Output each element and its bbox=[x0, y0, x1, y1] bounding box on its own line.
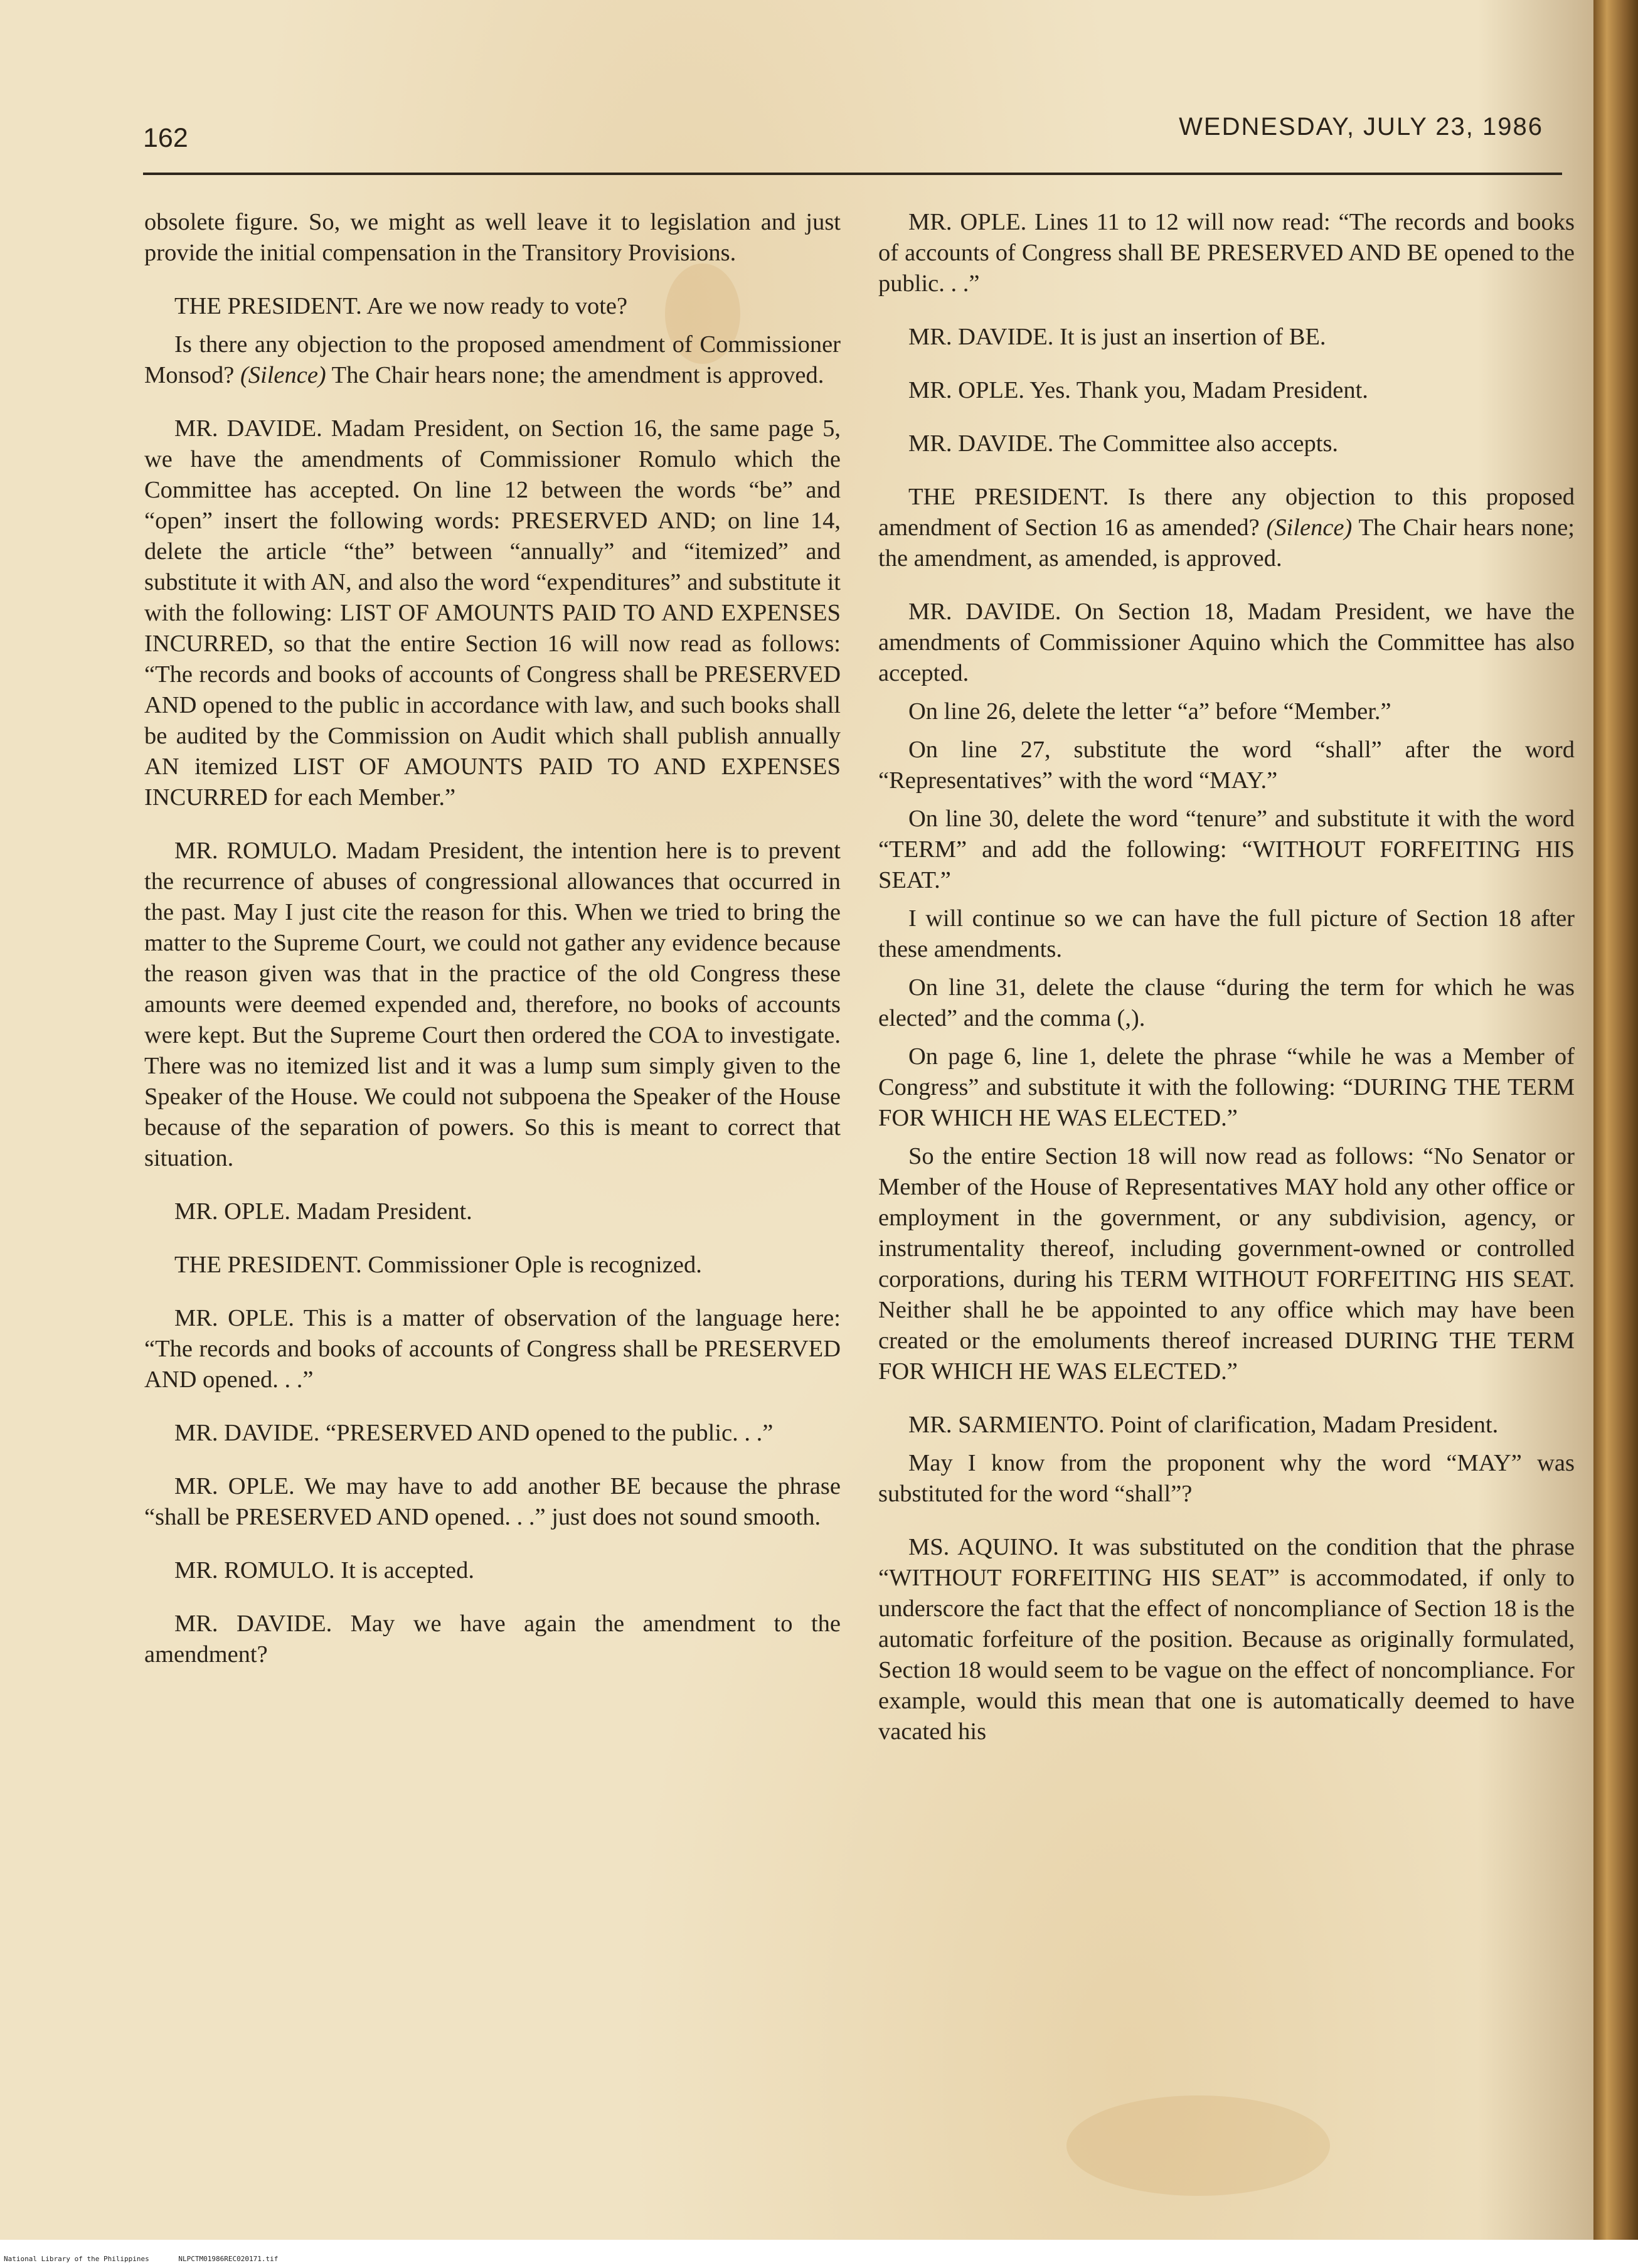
paragraph: MR. OPLE. This is a matter of observation of the language here: “The records and books of accounts of Congress shall be PRESERVED AND opened. . .” bbox=[144, 1305, 841, 1393]
paragraph: On line 27, substitute the word “shall” after the word “Representatives” with the word “MAY.” bbox=[878, 737, 1575, 794]
header-rule bbox=[143, 173, 1562, 175]
paragraph: On line 26, delete the letter “a” before “Member.” bbox=[908, 698, 1391, 725]
paragraph: THE PRESIDENT. Commissioner Ople is recognized. bbox=[174, 1252, 702, 1278]
paragraph: May I know from the proponent why the word “MAY” was substituted for the word “shall”? bbox=[878, 1450, 1575, 1507]
paragraph: MR. ROMULO. It is accepted. bbox=[174, 1557, 474, 1584]
paragraph: MR. ROMULO. Madam President, the intention here is to prevent the recurrence of abuses of congressional allowances that occurred in the past. May I just cite the reason for this. When we tried to bring the matter to the Supreme Court, we could not gather any evidence because the reason given was that in the practice of the old Congress these amounts were deemed expended and, therefore, no books of accounts were kept. But the Supreme Court then ordered the COA to investigate. There was no itemized list and it was a lump sum simply given to the Speaker of the House. We could not subpoena the Speaker of the House because of the separation of powers. So this is meant to correct that situation. bbox=[144, 838, 841, 1171]
page-number: 162 bbox=[143, 123, 188, 153]
paragraph: THE PRESIDENT. Are we now ready to vote? bbox=[174, 293, 628, 319]
paragraph: On line 30, delete the word “tenure” and substitute it with the word “TERM” and add the following: “WITHOUT FORFEITING HIS SEAT.” bbox=[878, 806, 1575, 893]
paragraph-text: THE PRESIDENT. Is there any objection to this proposed amendment of Section 16 as amended? bbox=[878, 484, 1575, 541]
stage-direction: (Silence) bbox=[240, 362, 326, 388]
paragraph: MR. OPLE. Yes. Thank you, Madam President. bbox=[908, 377, 1368, 403]
paragraph: MR. OPLE. We may have to add another BE because the phrase “shall be PRESERVED AND opened. . .” just does not sound smooth. bbox=[144, 1473, 841, 1530]
right-column bbox=[878, 207, 1575, 1755]
paragraph: MR. DAVIDE. It is just an insertion of BE. bbox=[908, 324, 1326, 350]
paragraph: obsolete figure. So, we might as well leave it to legislation and just provide the initial compensation in the Transitory Provisions. bbox=[144, 209, 841, 266]
paragraph: MR. OPLE. Lines 11 to 12 will now read: “The records and books of accounts of Congress shall BE PRESERVED AND BE opened to the public. . .” bbox=[878, 209, 1575, 297]
paragraph: MS. AQUINO. It was substituted on the condition that the phrase “WITHOUT FORFEITING HIS SEAT” is accommodated, if only to underscore the fact that the effect of noncompliance of Section 18 is the automatic forfeiture of the position. Because as originally formulated, Section 18 would seem to be vague on the effect of noncompliance. For example, would this mean that one is automatically deemed to have vacated his bbox=[878, 1534, 1575, 1745]
paragraph: On line 31, delete the clause “during the term for which he was elected” and the comma (,). bbox=[878, 974, 1575, 1031]
paragraph: MR. DAVIDE. May we have again the amendment to the amendment? bbox=[144, 1610, 841, 1668]
paragraph: MR. OPLE. Madam President. bbox=[174, 1198, 472, 1225]
scan-footer bbox=[4, 2255, 303, 2263]
paragraph: I will continue so we can have the full picture of Section 18 after these amendments. bbox=[878, 905, 1575, 962]
paragraph: On page 6, line 1, delete the phrase “while he was a Member of Congress” and substitute it with the following: “DURING THE TERM FOR WHICH HE WAS ELECTED.” bbox=[878, 1043, 1575, 1131]
paragraph-text: Is there any objection to the proposed amendment of Commissioner Monsod? bbox=[144, 331, 841, 388]
book-binding-edge bbox=[1593, 0, 1638, 2240]
footer-filename: NLPCTM01986REC020171.tif bbox=[178, 2255, 279, 2263]
scan-footer-strip bbox=[0, 2240, 1638, 2268]
paragraph: MR. DAVIDE. Madam President, on Section 16, the same page 5, we have the amendments of Commissioner Romulo which the Committee has accepted. On line 12 between the words “be” and “open” insert the following words: PRESERVED AND; on line 14, delete the article “the” between “annually” and “itemized” and substitute it with AN, and also the word “expenditures” and substitute it with the following: LIST OF AMOUNTS PAID TO AND EXPENSES INCURRED, so that the entire Section 16 will now read as follows: “The records and books of accounts of Congress shall be PRESERVED AND opened to the public in accordance with law, and such books shall be audited by the Commission on Audit which shall publish annually AN itemized LIST OF AMOUNTS PAID TO AND EXPENSES INCURRED for each Member.” bbox=[144, 415, 841, 811]
footer-library: National Library of the Philippines bbox=[4, 2255, 149, 2263]
paragraph: MR. DAVIDE. The Committee also accepts. bbox=[908, 430, 1339, 457]
header-date: WEDNESDAY, JULY 23, 1986 bbox=[1179, 113, 1543, 141]
paragraph: MR. DAVIDE. “PRESERVED AND opened to the public. . .” bbox=[174, 1420, 774, 1446]
paragraph-text: The Chair hears none; the amendment, as amended, is approved. bbox=[878, 514, 1575, 572]
stage-direction: (Silence) bbox=[1266, 514, 1353, 541]
paragraph: MR. SARMIENTO. Point of clarification, Madam President. bbox=[908, 1412, 1499, 1438]
paragraph-text: The Chair hears none; the amendment is approved. bbox=[326, 362, 824, 388]
paragraph bbox=[144, 329, 841, 391]
left-column bbox=[144, 207, 841, 1678]
paragraph: So the entire Section 18 will now read as follows: “No Senator or Member of the House of Representatives MAY hold any other office or employment in the government, or any subdivision, agency, or instrumentality thereof, including government-owned or controlled corporations, during his TERM WITHOUT FORFEITING HIS SEAT. Neither shall he be appointed to any office which may have been created or the emoluments thereof increased DURING THE TERM FOR WHICH HE WAS ELECTED.” bbox=[878, 1143, 1575, 1385]
paragraph bbox=[878, 482, 1575, 574]
paragraph: MR. DAVIDE. On Section 18, Madam President, we have the amendments of Commissioner Aquino which the Committee has also accepted. bbox=[878, 599, 1575, 686]
paper-stain bbox=[1066, 2095, 1330, 2196]
